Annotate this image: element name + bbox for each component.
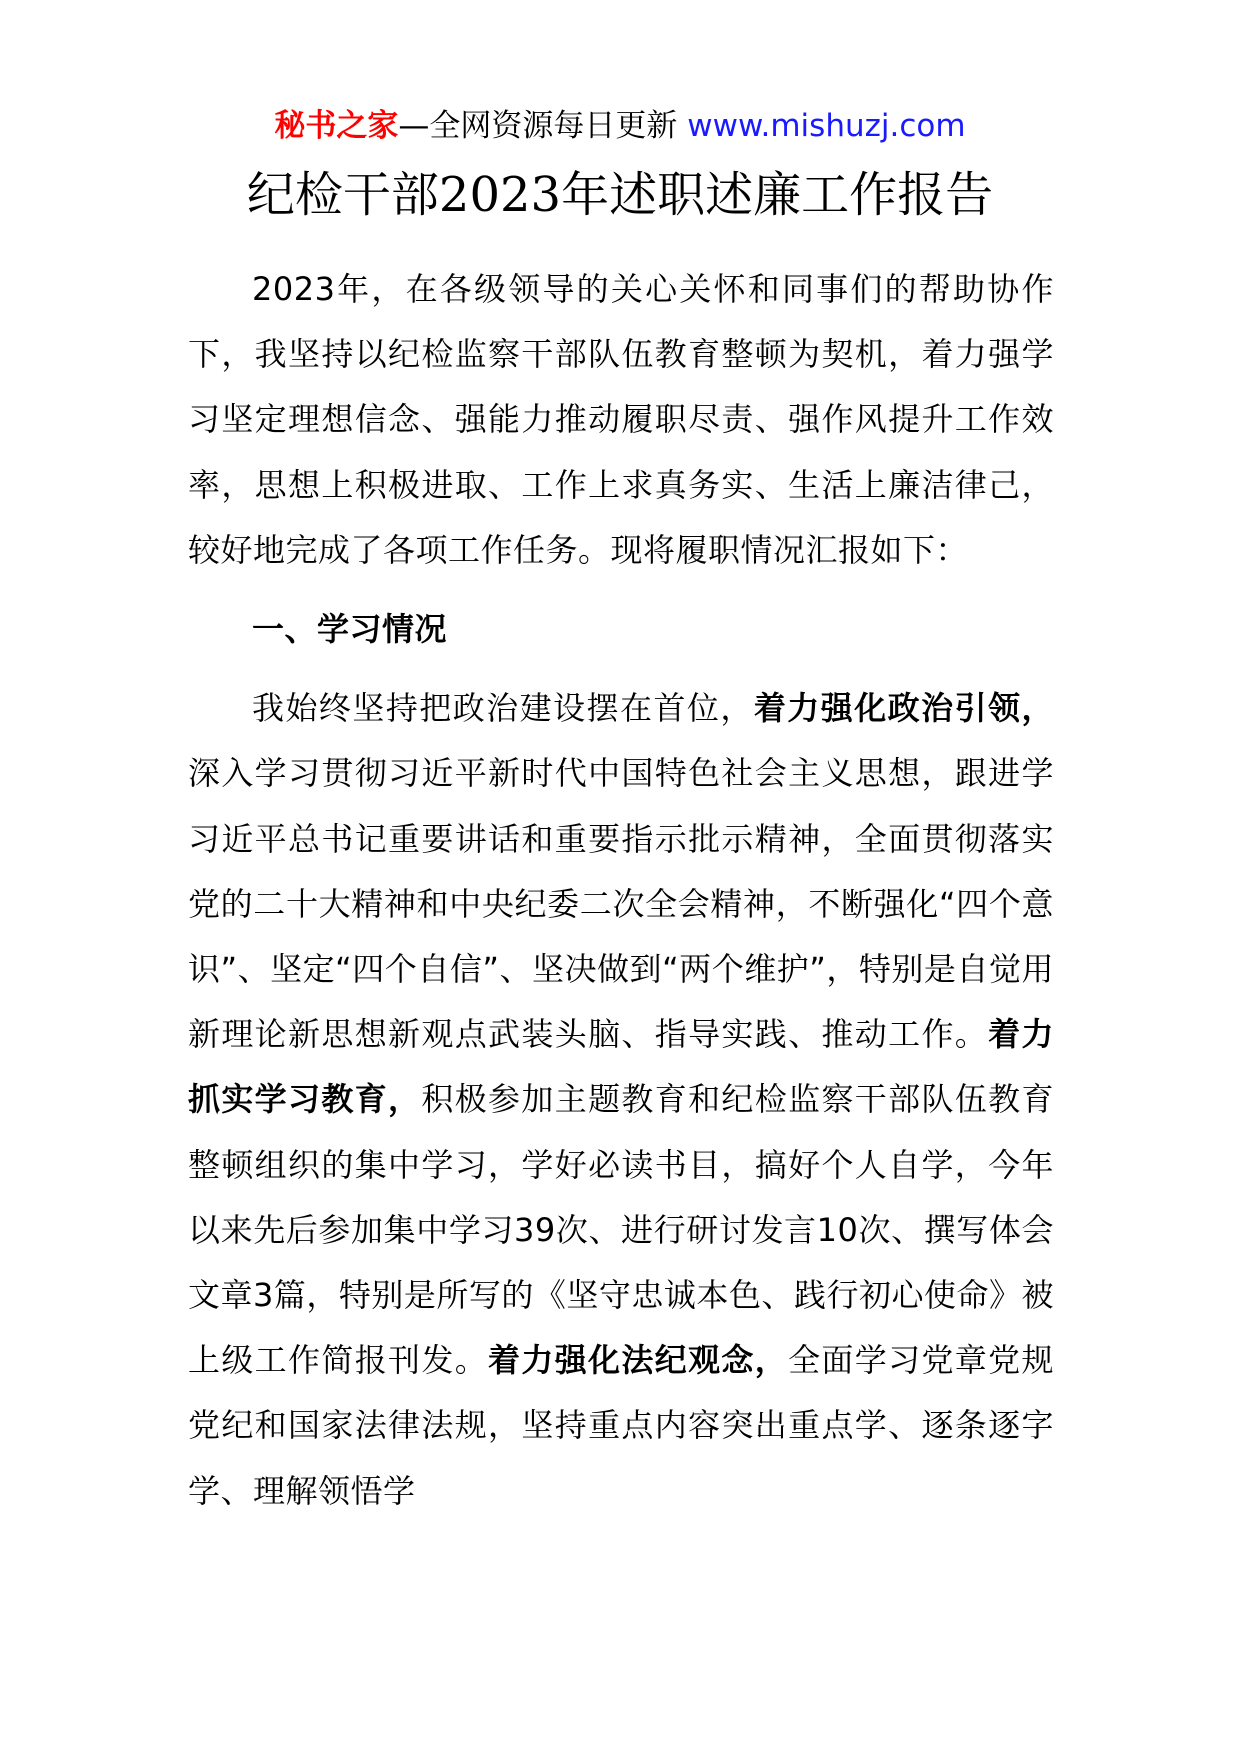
study-text-1: 我始终坚持把政治建设摆在首位， (252, 689, 754, 728)
paragraph-gap (188, 583, 1054, 597)
study-text-4: 全面学习党章党规党纪和国家法律法规，坚持重点内容突出重点学、逐条逐字学、理解领悟学 (188, 1341, 1054, 1510)
paragraph-gap (188, 662, 1054, 676)
site-url-link[interactable]: www.mishuzj.com (687, 108, 966, 144)
title-year: 2023 (438, 167, 562, 223)
document-title (0, 160, 1240, 230)
title-prefix: 纪检干部 (246, 167, 439, 223)
section-heading-study: 一、学习情况 (252, 610, 448, 649)
title-suffix: 年述职述廉工作报告 (561, 167, 994, 223)
site-header (0, 104, 1240, 148)
site-tagline: —全网资源每日更新 (398, 108, 688, 144)
study-paragraph (188, 676, 1054, 1524)
study-bold-1: 着力强化政治引领， (753, 689, 1054, 728)
study-bold-3: 着力强化法纪观念， (488, 1341, 789, 1380)
document-body (188, 257, 1054, 1524)
study-text-2: 深入学习贯彻习近平新时代中国特色社会主义思想，跟进学习近平总书记重要讲话和重要指示批示精神，全面贯彻落实党的二十大精神和中央纪委二次全会精神，不断强化“四个意识”、坚定“四个自信”、坚决做到“两个维护”，特别是自觉用新理论新思想新观点武装头脑、指导实践、推动工作。 (188, 754, 1054, 1054)
study-text-3: 积极参加主题教育和纪检监察干部队伍教育整顿组织的集中学习，学好必读书目，搞好个人自学，今年以来先后参加集中学习39次、进行研讨发言10次、撰写体会文章3篇，特别是所写的《坚守忠诚本色、践行初心使命》被上级工作简报刊发。 (188, 1080, 1054, 1380)
intro-paragraph: 2023年，在各级领导的关心关怀和同事们的帮助协作下，我坚持以纪检监察干部队伍教育整顿为契机，着力强学习坚定理想信念、强能力推动履职尽责、强作风提升工作效率，思想上积极进取、工作上求真务实、生活上廉洁律己，较好地完成了各项工作任务。现将履职情况汇报如下： (188, 270, 1054, 569)
site-brand: 秘书之家 (274, 108, 399, 144)
study-bold-2: 着力抓实学习教育， (188, 1015, 1054, 1119)
